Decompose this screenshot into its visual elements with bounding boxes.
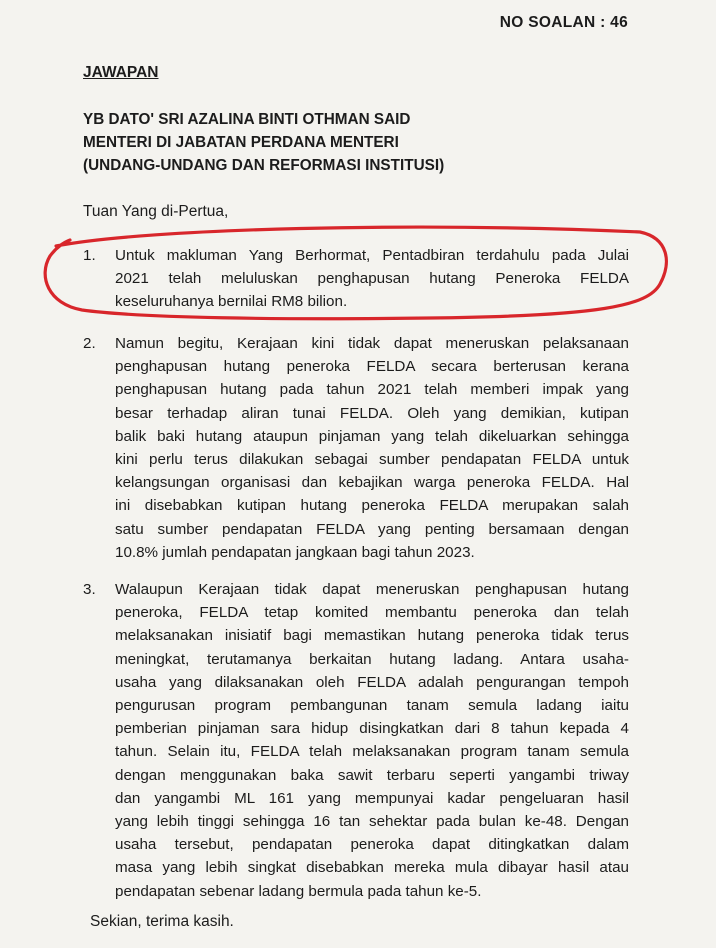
- minister-line: MENTERI DI JABATAN PERDANA MENTERI: [83, 134, 399, 151]
- question-number: NO SOALAN : 46: [499, 14, 628, 31]
- paragraph-number: 3.: [83, 581, 96, 598]
- paragraph-line: Untuk makluman Yang Berhormat, Pentadbiran terdahulu pada Julai: [115, 247, 629, 264]
- paragraph-1: [83, 244, 629, 314]
- closing-remark: Sekian, terima kasih.: [90, 913, 234, 930]
- paragraph-line: 10.8% jumlah pendapatan jangkaan bagi tahun 2023.: [115, 543, 475, 561]
- minister-line: YB DATO' SRI AZALINA BINTI OTHMAN SAID: [83, 111, 411, 128]
- paragraph-line: kelangsungan organisasi dan kebajikan warga peneroka FELDA. Hal: [115, 474, 629, 492]
- paragraph-line: penghapusan hutang peneroka FELDA secara berterusan kerana: [115, 358, 629, 376]
- paragraph-line: ini disebabkan kutipan hutang peneroka FELDA merupakan salah: [115, 497, 629, 515]
- paragraph-body: [115, 332, 629, 564]
- paragraph-number: 1.: [83, 247, 96, 264]
- paragraph-line: masa yang lebih singkat disebabkan mereka mula dibayar hasil atau: [115, 859, 629, 877]
- paragraph-line: meningkat, terutamanya berkaitan hutang ladang. Antara usaha-: [115, 650, 629, 668]
- paragraph-line: keseluruhanya bernilai RM8 bilion.: [115, 293, 348, 311]
- minister-line: (UNDANG-UNDANG DAN REFORMASI INSTITUSI): [83, 157, 445, 174]
- paragraph-line: pemberian pinjaman sara hidup disingkatkan dari 8 tahun kepada 4: [115, 720, 629, 738]
- paragraph-line: pendapatan sebenar ladang bermula pada tahun ke-5.: [115, 882, 482, 900]
- minister-title: [83, 108, 444, 177]
- paragraph-line: dengan menggunakan baka sawit terbaru seperti yangambi triway: [115, 766, 629, 784]
- paragraph-body: [115, 244, 629, 314]
- salutation: Tuan Yang di-Pertua,: [83, 203, 229, 220]
- paragraph-line: usaha yang dilaksanakan oleh FELDA adalah pengurangan tempoh: [115, 673, 629, 691]
- paragraph-line: dan yangambi ML 161 yang mempunyai kadar pengeluaran hasil: [115, 789, 629, 807]
- paragraph-line: kini perlu terus dilakukan sebagai sumber pendapatan FELDA untuk: [115, 451, 629, 469]
- paragraph-line: penghapusan hutang pada tahun 2021 telah memberi impak yang: [115, 381, 629, 399]
- paragraph-line: 2021 telah meluluskan penghapusan hutang Peneroka FELDA: [115, 270, 629, 288]
- paragraph-line: melaksanakan inisiatif bagi memastikan hutang peneroka tidak terus: [115, 627, 629, 645]
- paragraph-line: balik baki hutang ataupun pinjaman yang telah dikeluarkan sehingga: [115, 427, 629, 445]
- paragraph-line: tahun. Selain itu, FELDA telah melaksanakan program tanam semula: [115, 743, 629, 761]
- paragraph-line: Walaupun Kerajaan tidak dapat meneruskan penghapusan hutang: [115, 581, 629, 598]
- paragraph-2: [83, 332, 629, 564]
- paragraph-line: pengurusan program pembangunan tanam semula ladang iaitu: [115, 697, 629, 715]
- paragraph-line: Namun begitu, Kerajaan kini tidak dapat meneruskan pelaksanaan: [115, 335, 629, 352]
- paragraph-number: 2.: [83, 335, 96, 352]
- paragraph-line: satu sumber pendapatan FELDA yang penting bersamaan dengan: [115, 520, 629, 538]
- heading-jawapan: JAWAPAN: [83, 64, 159, 81]
- paragraph-3: [83, 578, 629, 903]
- paragraph-body: [115, 578, 629, 903]
- paragraph-line: usaha tersebut, pendapatan peneroka dapat ditingkatkan dalam: [115, 836, 629, 854]
- paragraph-line: yang lebih tinggi sehingga 16 tan sehektar pada bulan ke-48. Dengan: [115, 813, 629, 831]
- paragraph-line: besar terhadap aliran tunai FELDA. Oleh yang demikian, kutipan: [115, 404, 629, 422]
- paragraph-line: peneroka, FELDA tetap komited membantu peneroka dan telah: [115, 604, 629, 622]
